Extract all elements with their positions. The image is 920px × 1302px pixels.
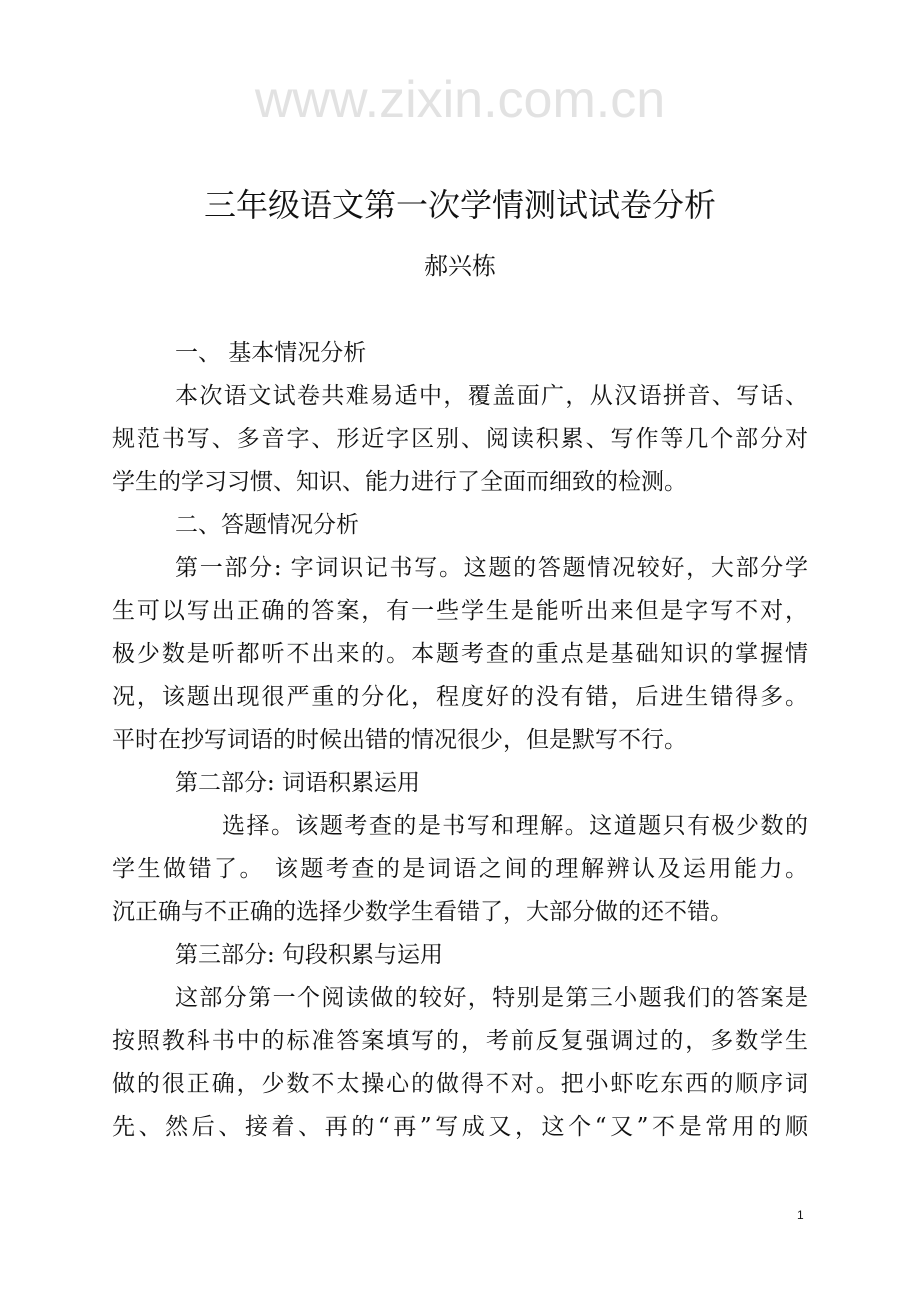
text-line: 一、 基本情况分析 (175, 340, 367, 366)
text-line: 按照教科书中的标准答案填写的，考前反复强调过的，多数学生 (112, 1028, 808, 1054)
document-body (112, 332, 808, 1149)
watermark: www.zixin.com.cn (254, 71, 666, 129)
text-line: 生可以写出正确的答案，有一些学生是能听出来但是字写不对， (112, 598, 808, 624)
text-line: 平时在抄写词语的时候出错的情况很少，但是默写不行。 (112, 727, 687, 753)
author-name: 郝兴栋 (424, 252, 496, 280)
text-line: 第三部分: 句段积累与运用 (175, 942, 444, 968)
text-line: 极少数是听都听不出来的。本题考查的重点是基础知识的掌握情 (112, 641, 808, 667)
text-line: 学生做错了。 该题考查的是词语之间的理解辨认及运用能力。 (112, 856, 808, 882)
text-line: 况，该题出现很严重的分化，程度好的没有错，后进生错得多。 (112, 684, 808, 710)
text-line: 第二部分: 词语积累运用 (175, 770, 421, 796)
text-line: 沉正确与不正确的选择少数学生看错了，大部分做的还不错。 (112, 899, 733, 925)
text-line: 这部分第一个阅读做的较好，特别是第三小题我们的答案是 (175, 985, 808, 1011)
document-title: 三年级语文第一次学情测试试卷分析 (203, 186, 716, 224)
text-line: 规范书写、多音字、形近字区别、阅读积累、写作等几个部分对 (112, 426, 808, 452)
text-line: 本次语文试卷共难易适中，覆盖面广，从汉语拼音、写话、 (175, 383, 808, 409)
text-line: 做的很正确，少数不太操心的做得不对。把小虾吃东西的顺序词 (112, 1071, 808, 1097)
text-line: 二、答题情况分析 (175, 512, 359, 538)
text-line: 第一部分: 字词识记书写。这题的答题情况较好，大部分学 (175, 555, 808, 581)
text-line: 先、然后、接着、再的“再”写成又，这个“又”不是常用的顺 (112, 1114, 808, 1140)
text-line: 学生的学习习惯、知识、能力进行了全面而细致的检测。 (112, 469, 687, 495)
page-number: 1 (797, 1208, 804, 1222)
text-line: 选择。该题考查的是书写和理解。这道题只有极少数的 (222, 813, 808, 839)
